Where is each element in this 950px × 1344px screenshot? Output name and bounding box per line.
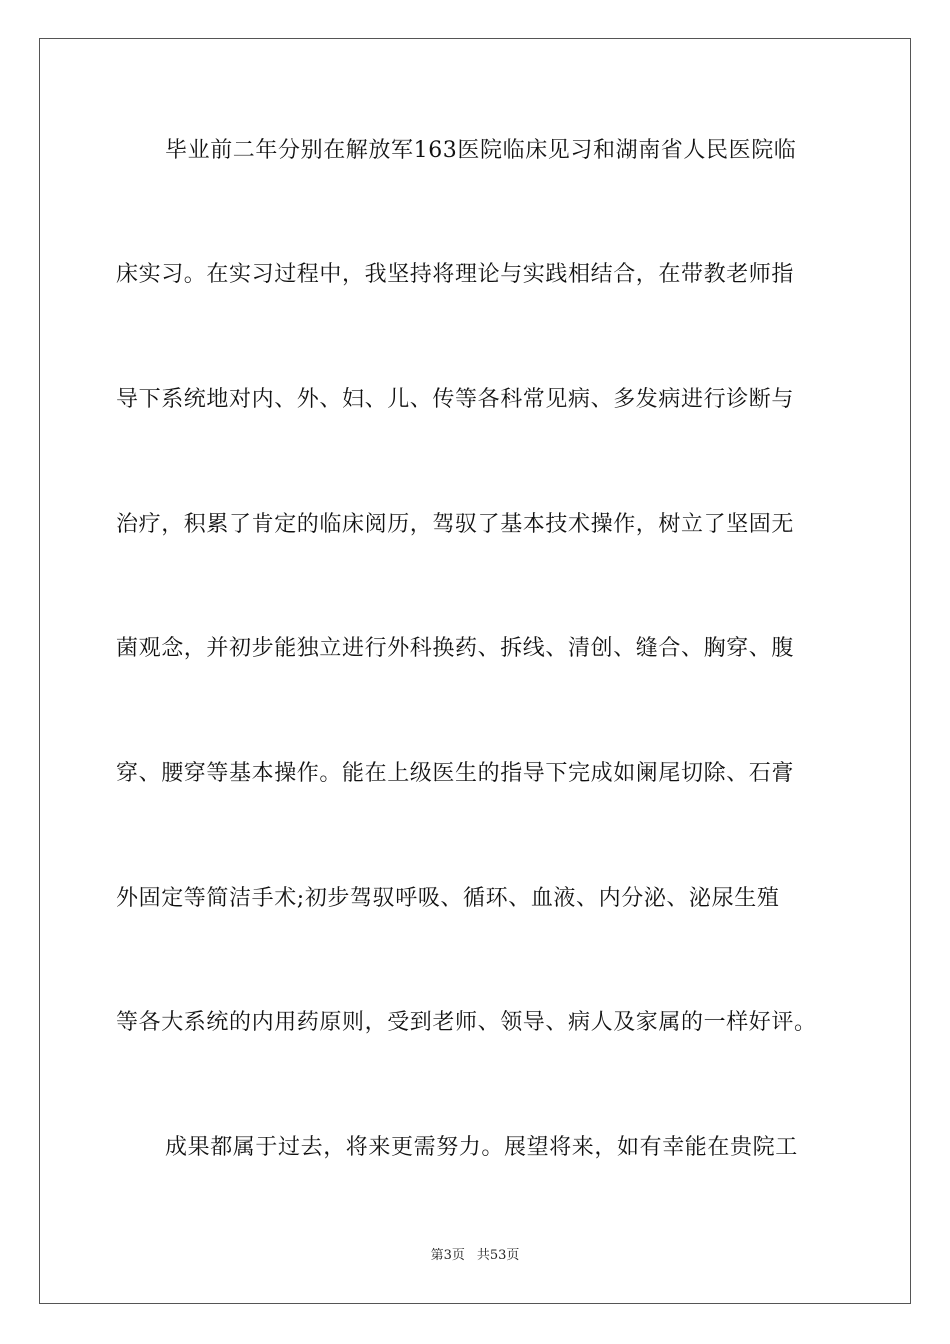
page-footer — [0, 1247, 950, 1265]
paragraph-line-2: 床实习。在实习过程中，我坚持将理论与实践相结合，在带教老师指 — [116, 262, 795, 287]
paragraph-line-7: 外固定等简洁手术;初步驾驭呼吸、循环、血液、内分泌、泌尿生殖 — [116, 886, 780, 911]
total-pages: 共53页 — [476, 1248, 520, 1263]
page-frame — [39, 38, 911, 1304]
paragraph-line-9: 成果都属于过去，将来更需努力。展望将来，如有幸能在贵院工 — [165, 1135, 798, 1160]
page-number: 第3页 — [430, 1248, 465, 1263]
paragraph-line-4: 治疗，积累了肯定的临床阅历，驾驭了基本技术操作，树立了坚固无 — [116, 512, 795, 537]
paragraph-line-1: 毕业前二年分别在解放军163医院临床见习和湖南省人民医院临 — [165, 138, 797, 163]
paragraph-line-6: 穿、腰穿等基本操作。能在上级医生的指导下完成如阑尾切除、石膏 — [116, 761, 795, 786]
paragraph-line-8: 等各大系统的内用药原则，受到老师、领导、病人及家属的一样好评。 — [116, 1010, 817, 1035]
paragraph-line-3: 导下系统地对内、外、妇、儿、传等各科常见病、多发病进行诊断与 — [116, 387, 795, 412]
paragraph-line-5: 菌观念，并初步能独立进行外科换药、拆线、清创、缝合、胸穿、腹 — [116, 636, 795, 661]
